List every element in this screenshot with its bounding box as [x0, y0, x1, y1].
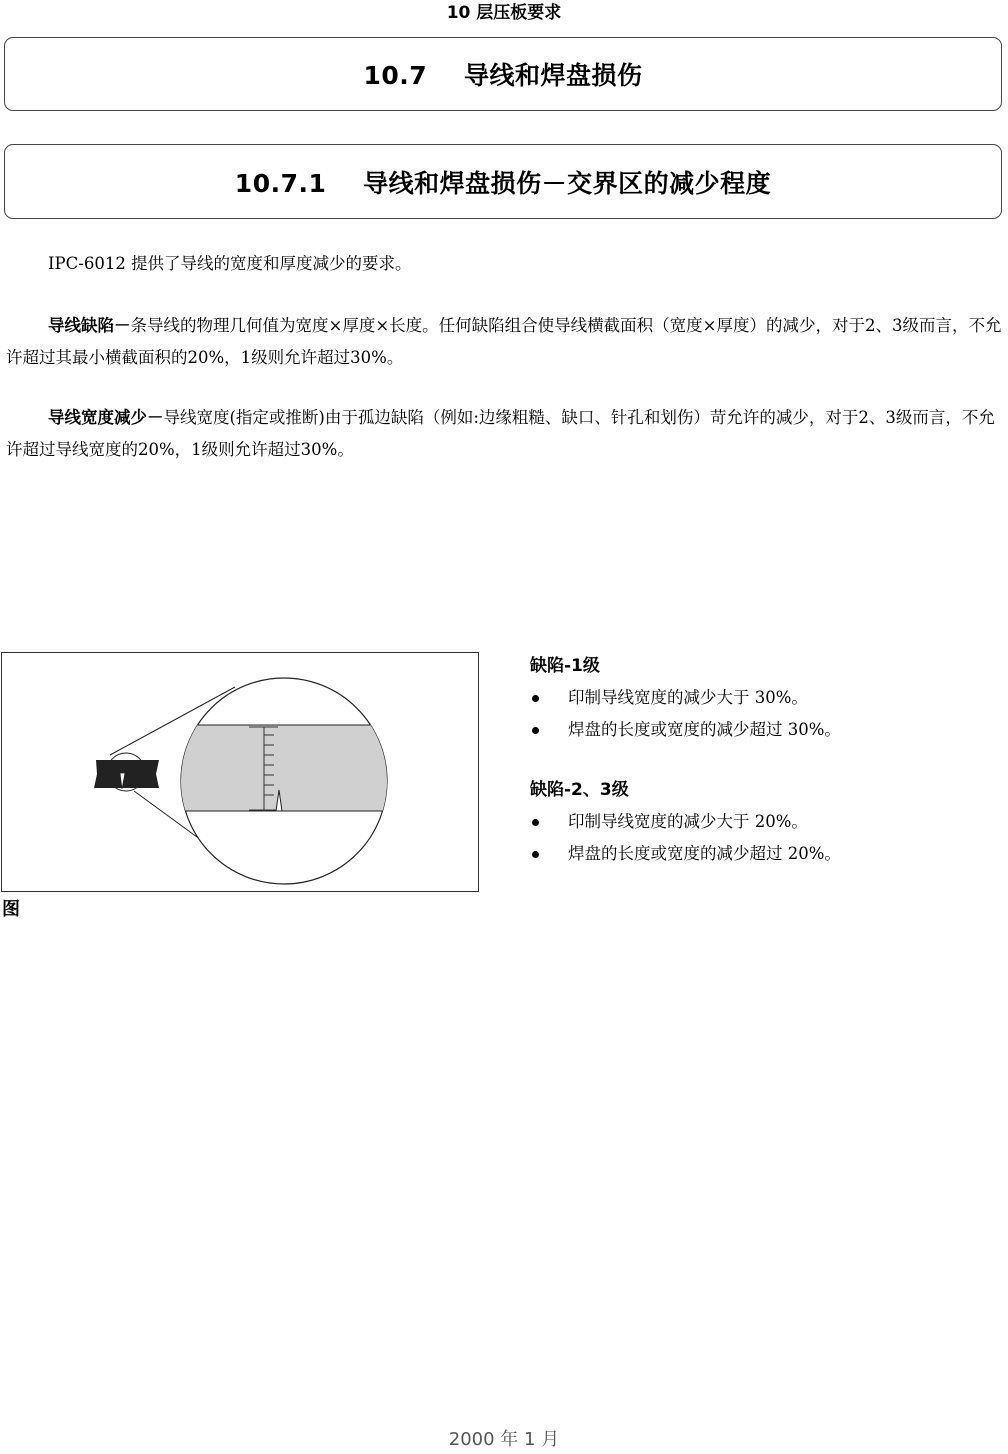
- list-item-text: 印制导线宽度的减少大于 30%。: [568, 688, 808, 707]
- figure-label: 图: [2, 899, 20, 920]
- section-title-box: [4, 37, 1002, 111]
- defect-class-2-3-list: [530, 806, 1000, 870]
- bullet-icon: [532, 851, 539, 858]
- list-item-text: 印制导线宽度的减少大于 20%。: [568, 812, 808, 831]
- list-item: [530, 806, 1000, 838]
- footer-date: 2000 年 1 月: [448, 1429, 560, 1450]
- conductor-defect-term: 导线缺陷－: [48, 316, 131, 335]
- width-reduction-term: 导线宽度减少－: [48, 408, 164, 427]
- defect-class-2-3: [530, 776, 1000, 870]
- list-item: [530, 714, 1000, 746]
- list-item-text: 焊盘的长度或宽度的减少超过 30%。: [568, 720, 841, 739]
- bullet-icon: [532, 727, 539, 734]
- intro-text: IPC-6012 提供了导线的宽度和厚度减少的要求。: [48, 254, 412, 273]
- bullet-icon: [532, 819, 539, 826]
- conductor-defect-text: 条导线的物理几何值为宽度×厚度×长度。任何缺陷组合使导线横截面积（宽度×厚度）的减少，对于2、3级而言，不允许超过其最小横截面积的20%，1级则允许超过30%。: [6, 316, 1002, 367]
- magnified-conductor: [172, 725, 402, 811]
- bullet-icon: [532, 695, 539, 702]
- conductor-defect-paragraph: [6, 310, 1002, 374]
- subsection-title: 10.7.1 导线和焊盘损伤－交界区的减少程度: [234, 168, 772, 198]
- defect-class-1-list: [530, 682, 1000, 746]
- width-reduction-paragraph: [6, 402, 1002, 466]
- list-item: [530, 682, 1000, 714]
- section-title: 10.7 导线和焊盘损伤: [363, 61, 643, 90]
- intro-paragraph: [6, 248, 1002, 280]
- magnified-conductor-illustration: [2, 653, 480, 893]
- defect-class-1: [530, 652, 1000, 746]
- conductor-segment: [94, 760, 159, 788]
- defect-class-2-3-title: 缺陷-2、3级: [530, 780, 629, 800]
- conductor-damage-figure: [1, 652, 479, 892]
- list-item-text: 焊盘的长度或宽度的减少超过 20%。: [568, 844, 841, 863]
- width-reduction-text: 导线宽度(指定或推断)由于孤边缺陷（例如:边缘粗糙、缺口、针孔和划伤）苛允许的减少，对于2、3级而言，不允许超过导线宽度的20%，1级则允许超过30%。: [6, 408, 995, 459]
- list-item: [530, 838, 1000, 870]
- subsection-title-box: [4, 144, 1002, 219]
- chapter-header: 10 层压板要求: [446, 3, 562, 23]
- defect-class-1-title: 缺陷-1级: [530, 656, 600, 676]
